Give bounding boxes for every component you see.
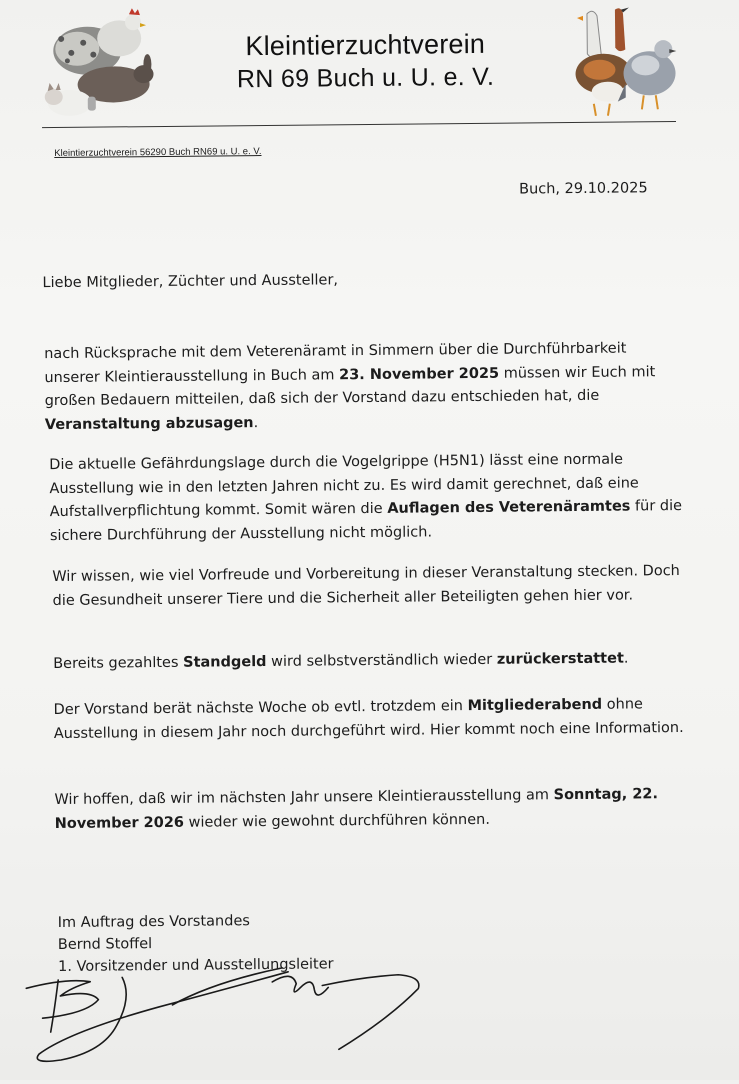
place-and-date: Buch, 29.10.2025 bbox=[519, 180, 648, 198]
event-date: 23. November 2025 bbox=[339, 365, 500, 383]
vet-requirements: Auflagen des Veterenäramtes bbox=[387, 498, 631, 517]
next-event-date: Sonntag, 22. November 2026 bbox=[54, 786, 659, 832]
salutation: Liebe Mitglieder, Züchter und Aussteller, bbox=[42, 272, 339, 292]
goose-duck-pigeon-illustration bbox=[563, 3, 684, 122]
club-title-line-2: RN 69 Buch u. U. e. V. bbox=[236, 62, 495, 94]
stand-fee: Standgeld bbox=[183, 653, 267, 671]
refund-word: zurückerstattet bbox=[496, 650, 624, 668]
cancellation-phrase: Veranstaltung abzusagen bbox=[44, 414, 254, 433]
signer-role: 1. Vorsitzender und Ausstellungsleiter bbox=[58, 956, 334, 976]
closing-line-on-behalf: Im Auftrag des Vorstandes bbox=[57, 913, 250, 932]
paragraph-members-evening: Der Vorstand berät nächste Woche ob evtl. trotzdem ein Mitgliederabend ohne Ausstellung in diesem Jahr noch durchgeführt wird. Hier kommt noch eine Information. bbox=[53, 696, 684, 742]
paragraph-regret: Wir wissen, wie viel Vorfreude und Vorbereitung in dieser Veranstaltung stecken. Doch die Gesundheit unserer Tiere und die Sicherheit aller Beteiligten gehen hier vor. bbox=[52, 563, 680, 609]
signer-name: Bernd Stoffel bbox=[57, 936, 153, 954]
paragraph-refund: Bereits gezahltes Standgeld wird selbstverständlich wieder zurückerstattet. bbox=[53, 650, 629, 673]
handwritten-signature bbox=[22, 954, 443, 1068]
members-evening: Mitgliederabend bbox=[467, 696, 603, 715]
paragraph-next-year: Wir hoffen, daß wir im nächsten Jahr unsere Kleintierausstellung am Sonntag, 22. November 2026 wieder wie gewohnt durchführen können. bbox=[54, 786, 659, 832]
paragraph-bird-flu: Die aktuelle Gefährdungslage durch die Vogelgrippe (H5N1) lässt eine normale Ausstellung wie in den letzten Jahren nicht zu. Es wird damit gerechnet, daß eine Aufstallverpflichtung kommt. Somit wären die Auflagen des Veterenäramtes für die sichere Durchführung der Ausstellung nicht möglich. bbox=[49, 451, 683, 544]
paragraph-cancellation: nach Rücksprache mit dem Veterenäramt in Simmern über die Durchführbarkeit unserer Kleintierausstellung in Buch am 23. November 2025 müssen wir Euch mit großen Bedauern mitteilen, daß sich der Vorstand dazu entschieden hat, die Veranstaltung abzusagen. bbox=[44, 340, 656, 433]
chicken-rabbit-cat-illustration bbox=[39, 8, 160, 124]
club-title-line-1: Kleintierzuchtverein bbox=[245, 28, 486, 62]
sender-address-line: Kleintierzuchtverein 56290 Buch RN69 u. U. e. V. bbox=[54, 146, 262, 160]
